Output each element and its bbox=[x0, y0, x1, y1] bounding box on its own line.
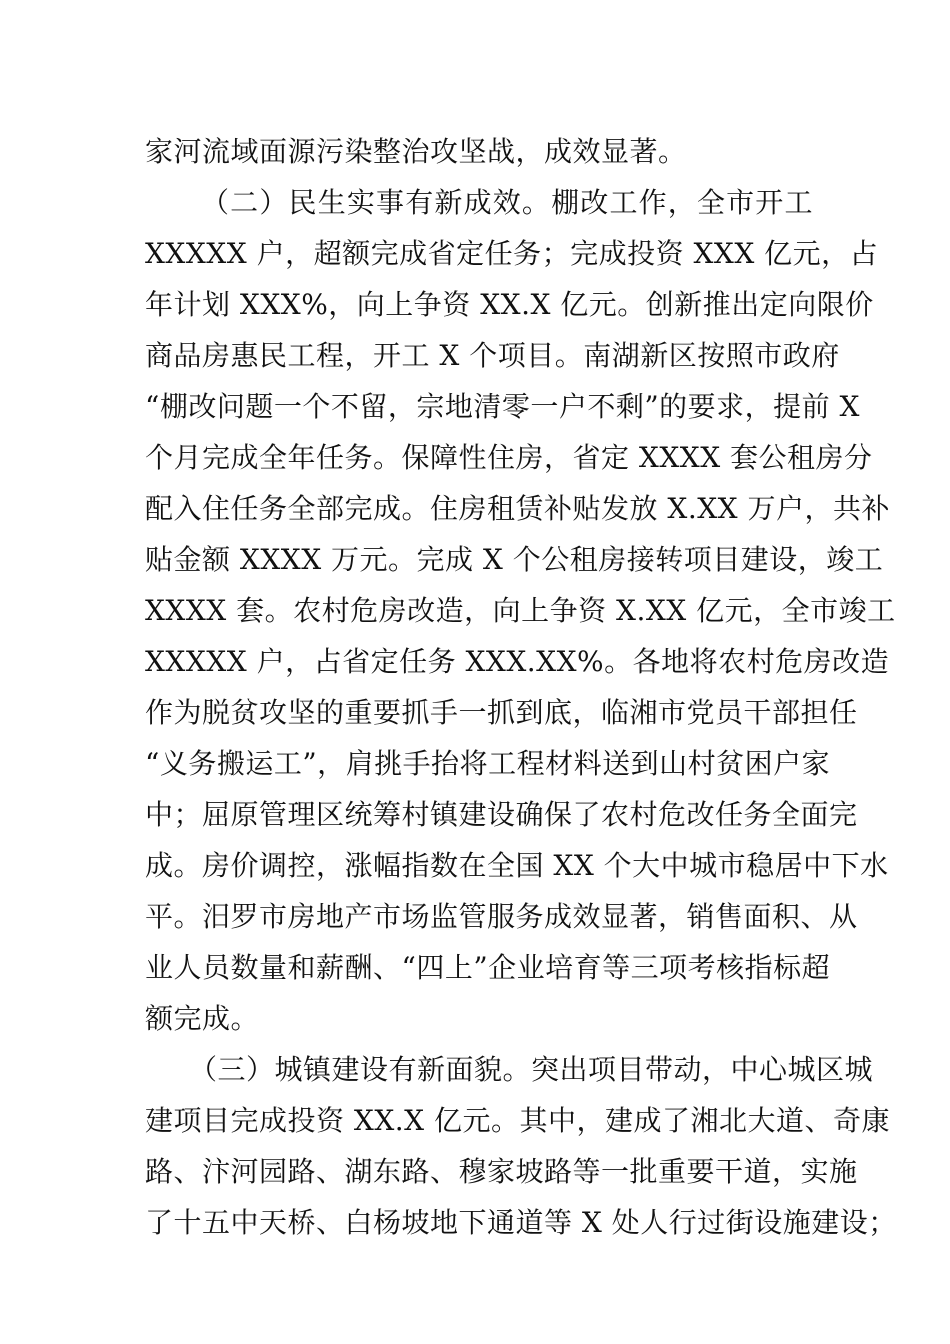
text-line: “棚改问题一个不留，宗地清零一户不剩”的要求，提前 X bbox=[145, 390, 860, 423]
text-line: 建项目完成投资 XX.X 亿元。其中，建成了湘北大道、奇康 bbox=[145, 1104, 891, 1137]
text-line: 家河流域面源污染整治攻坚战，成效显著。 bbox=[145, 135, 687, 168]
text-line: 成。房价调控，涨幅指数在全国 XX 个大中城市稳居中下水 bbox=[145, 849, 889, 882]
text-line: 路、汴河园路、湖东路、穆家坡路等一批重要干道，实施 bbox=[145, 1155, 858, 1188]
text-line: 作为脱贫攻坚的重要抓手一抓到底，临湘市党员干部担任 bbox=[145, 696, 858, 729]
paragraph-heading-line: （二）民生实事有新成效。棚改工作，全市开工 bbox=[201, 186, 813, 219]
document-body bbox=[145, 126, 897, 1248]
text-line: 个月完成全年任务。保障性住房，省定 XXXX 套公租房分 bbox=[145, 441, 873, 474]
text-line: 年计划 XXX%，向上争资 XX.X 亿元。创新推出定向限价 bbox=[145, 288, 874, 321]
text-line: XXXX 套。农村危房改造，向上争资 X.XX 亿元，全市竣工 bbox=[145, 594, 896, 627]
text-line: 了十五中天桥、白杨坡地下通道等 X 处人行过街设施建设； bbox=[145, 1206, 897, 1239]
text-line: 业人员数量和薪酬、“四上”企业培育等三项考核指标超 bbox=[145, 951, 831, 984]
text-line: 商品房惠民工程，开工 X 个项目。南湖新区按照市政府 bbox=[145, 339, 840, 372]
text-line: 额完成。 bbox=[145, 1002, 260, 1035]
text-line: XXXXX 户，超额完成省定任务；完成投资 XXX 亿元，占 bbox=[145, 237, 879, 270]
text-line: “义务搬运工”，肩挑手抬将工程材料送到山村贫困户家 bbox=[145, 747, 831, 780]
text-line: 中；屈原管理区统筹村镇建设确保了农村危改任务全面完 bbox=[145, 798, 858, 831]
text-line: 平。汨罗市房地产市场监管服务成效显著，销售面积、从 bbox=[145, 900, 858, 933]
paragraph-heading-line: （三）城镇建设有新面貌。突出项目带动，中心城区城 bbox=[189, 1053, 874, 1086]
text-line: 配入住任务全部完成。住房租赁补贴发放 X.XX 万户，共补 bbox=[145, 492, 891, 525]
text-line: XXXXX 户，占省定任务 XXX.XX%。各地将农村危房改造 bbox=[145, 645, 890, 678]
text-line: 贴金额 XXXX 万元。完成 X 个公租房接转项目建设，竣工 bbox=[145, 543, 884, 576]
